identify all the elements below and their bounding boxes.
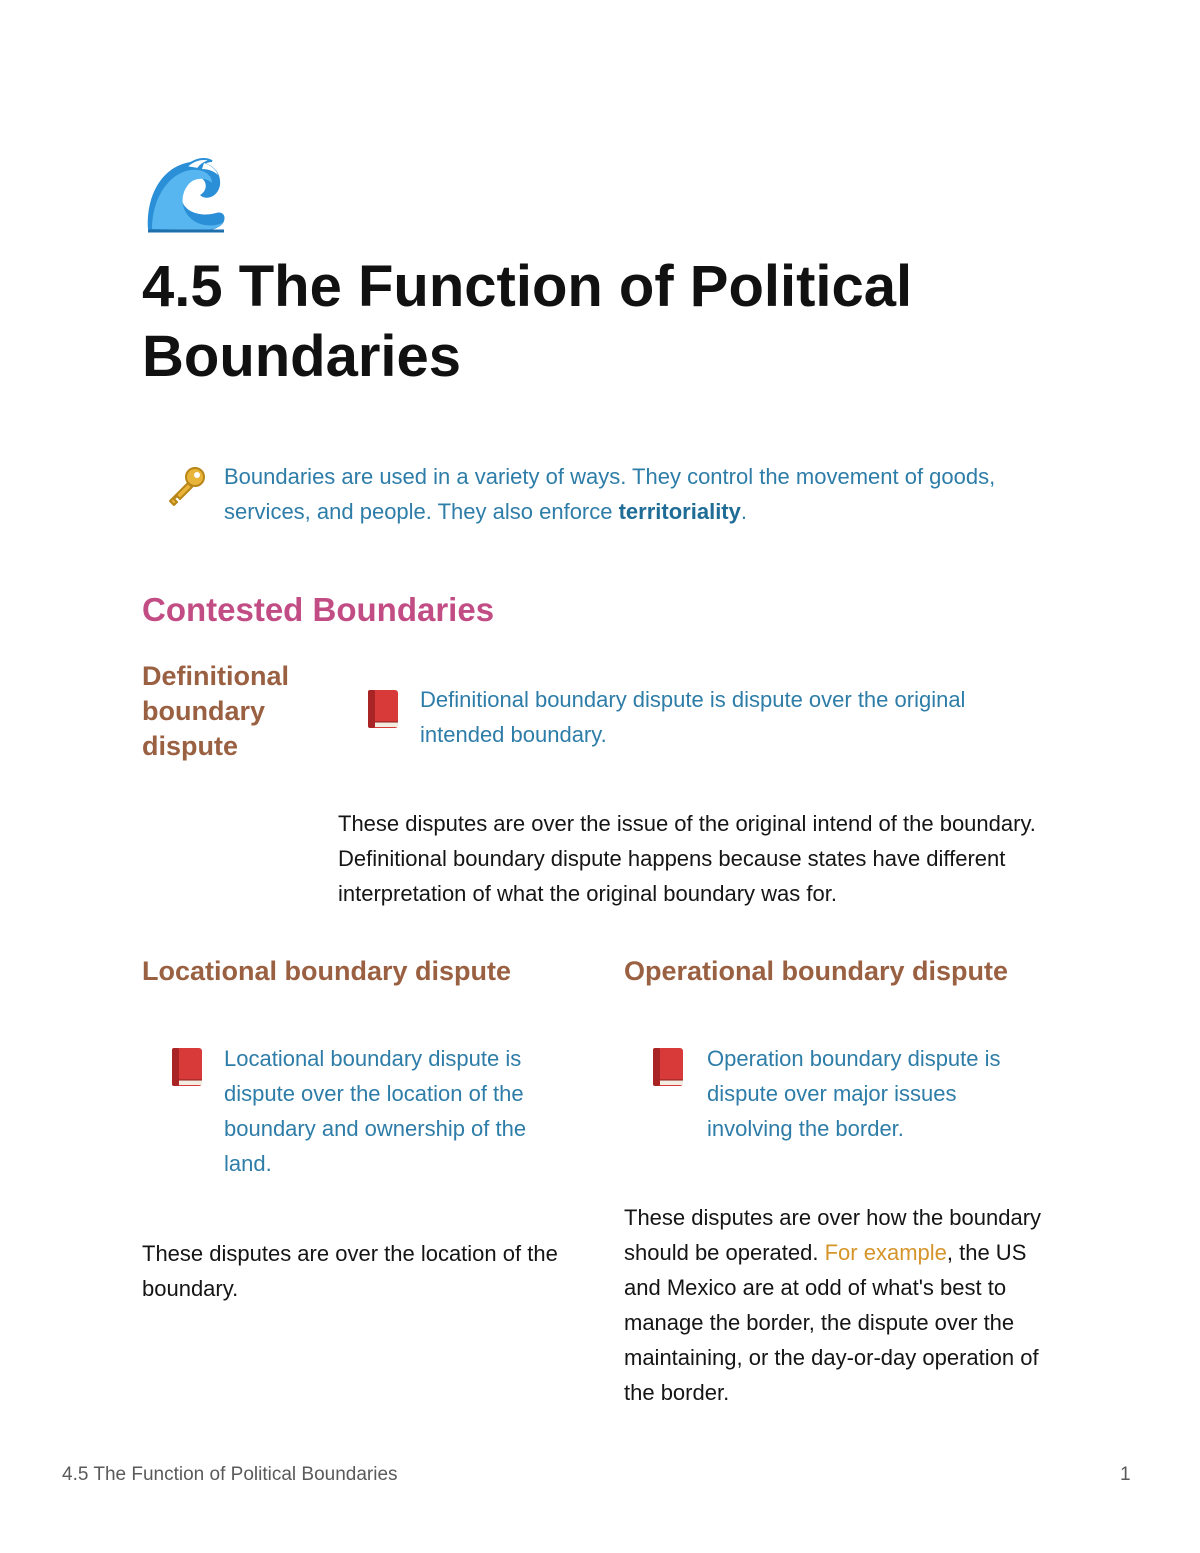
water-wave-icon	[142, 155, 228, 235]
operational-body	[624, 1200, 1046, 1410]
intro-text-end: .	[740, 499, 747, 524]
locational-callout: Locational boundary dispute is dispute over the location of the boundary and ownership of the land.	[224, 1046, 527, 1176]
footer-title: 4.5 The Function of Political Boundaries	[62, 1464, 398, 1485]
locational-heading: Locational boundary dispute	[142, 956, 512, 986]
red-book-icon	[365, 688, 401, 730]
operational-heading: Operational boundary dispute	[624, 956, 1009, 986]
territoriality-term: territoriality	[618, 499, 741, 524]
key-icon	[164, 466, 208, 506]
intro-callout	[224, 459, 1014, 529]
red-book-icon	[650, 1046, 686, 1088]
for-example-highlight: For example	[824, 1240, 947, 1265]
intro-text: Boundaries are used in a variety of ways. They control the movement of goods, services, and people. They also enforce	[224, 464, 996, 524]
section-heading-contested-boundaries: Contested Boundaries	[142, 591, 495, 628]
page-title: 4.5 The Function of Political Boundaries	[142, 254, 913, 389]
page-number: 1	[1120, 1464, 1131, 1485]
operational-body-text: These disputes are over how the boundary should be operated.	[624, 1205, 1042, 1265]
definitional-body: These disputes are over the issue of the original intend of the boundary. Definitional boundary dispute happens because states have different interpretation of what the original boundary was for.	[338, 811, 1036, 906]
operational-body-text-end: , the US and Mexico are at odd of what's best to manage the border, the dispute over the maintaining, or the day-or-day operation of the border.	[624, 1240, 1039, 1405]
definitional-callout: Definitional boundary dispute is dispute over the original intended boundary.	[420, 687, 966, 747]
red-book-icon	[169, 1046, 205, 1088]
operational-callout: Operation boundary dispute is dispute over major issues involving the border.	[707, 1046, 1001, 1141]
definitional-heading: Definitional boundary dispute	[142, 661, 289, 761]
locational-body: These disputes are over the location of the boundary.	[142, 1241, 558, 1301]
